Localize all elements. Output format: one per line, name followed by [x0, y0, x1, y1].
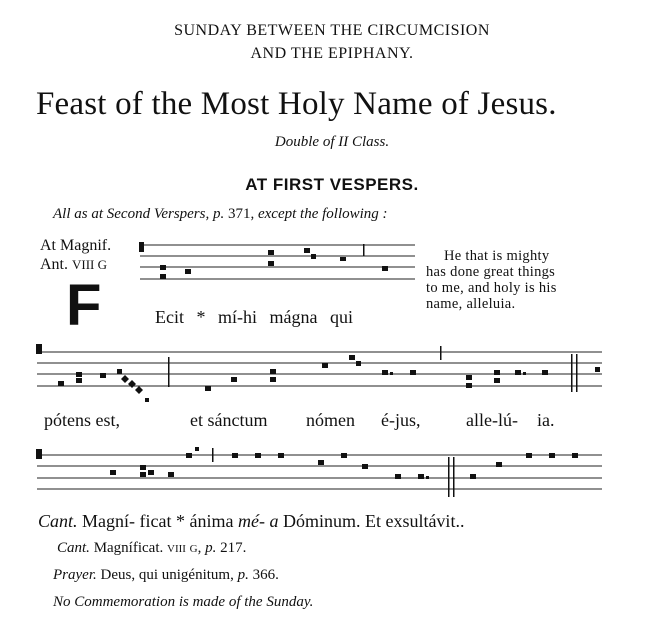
lyric-star: * — [175, 511, 185, 531]
prayer-text: Deus, qui unigénitum, — [96, 567, 238, 583]
vespers-heading: AT FIRST VESPERS. — [245, 175, 419, 194]
lyric-star: * — [196, 307, 206, 327]
antiphon-mode: VIII G — [72, 257, 108, 272]
translation-line-1: He that is mighty — [444, 248, 550, 264]
header-line-1: SUNDAY BETWEEN THE CIRCUMCISION — [174, 22, 490, 39]
prayer-page: 366. — [248, 567, 279, 583]
cant-ref-text: Magníficat. — [89, 540, 167, 556]
lyric-row-2-f: ia. — [537, 410, 555, 430]
antiphon-ant: Ant. — [40, 256, 68, 273]
initial-letter: F — [66, 273, 102, 338]
neumes-staff-1 — [160, 244, 388, 279]
cant-label: Cant. — [38, 511, 78, 531]
cant-ref-p: p. — [205, 540, 217, 556]
rank-subtitle: Double of II Class. — [274, 134, 390, 150]
instruction-p: p. — [212, 206, 225, 222]
lyric-row-2-e: alle-lú- — [466, 410, 518, 430]
prayer-reference — [53, 567, 279, 584]
instruction-prefix: All as at Second Verspers, — [53, 206, 213, 222]
lyric-row-2-c: nómen — [306, 410, 355, 430]
lyric-row-2-a: pótens est, — [44, 410, 120, 430]
lyric-word: mí-hi — [218, 307, 257, 327]
translation-line-3: to me, and holy is his — [426, 280, 557, 296]
staff-1 — [140, 245, 415, 279]
cant-ref-page: 217. — [216, 540, 247, 556]
lyric-word: qui — [329, 307, 353, 327]
lyric-word: Ecit — [155, 307, 184, 327]
instruction-page: 371, — [224, 206, 258, 222]
cant-ref-sep: , — [197, 540, 206, 556]
page-title: Feast of the Most Holy Name of Jesus. — [36, 86, 557, 122]
lyric-word: Magní- ficat — [77, 511, 176, 531]
prayer-label: Prayer. — [53, 567, 97, 583]
lyric-word: mágna — [269, 307, 318, 327]
commemoration-note: No Commemoration is made of the Sunday. — [53, 594, 314, 610]
lyric-word: ánima — [184, 511, 238, 531]
lyric-word-italic: mé- a — [237, 511, 279, 531]
header-line-2: AND THE EPIPHANY. — [250, 45, 414, 62]
antiphon-label-line1: At Magnif. — [40, 237, 112, 254]
translation-line-2: has done great things — [426, 264, 556, 280]
lyric-row-1 — [155, 307, 353, 328]
cant-reference — [57, 540, 246, 557]
lyric-row-2-b: et sánctum — [190, 410, 268, 430]
cant-ref-mode: viii g — [167, 540, 198, 556]
prayer-p: p. — [237, 567, 249, 583]
lyric-row-3 — [38, 511, 464, 532]
lyric-word: Dóminum. Et exsultávit.. — [278, 511, 465, 531]
lyric-row-2-d: é-jus, — [381, 410, 421, 430]
translation-line-4: name, alleluia. — [426, 296, 516, 312]
cant-ref-label: Cant. — [57, 540, 90, 556]
instruction-suffix: except the following : — [257, 206, 388, 222]
